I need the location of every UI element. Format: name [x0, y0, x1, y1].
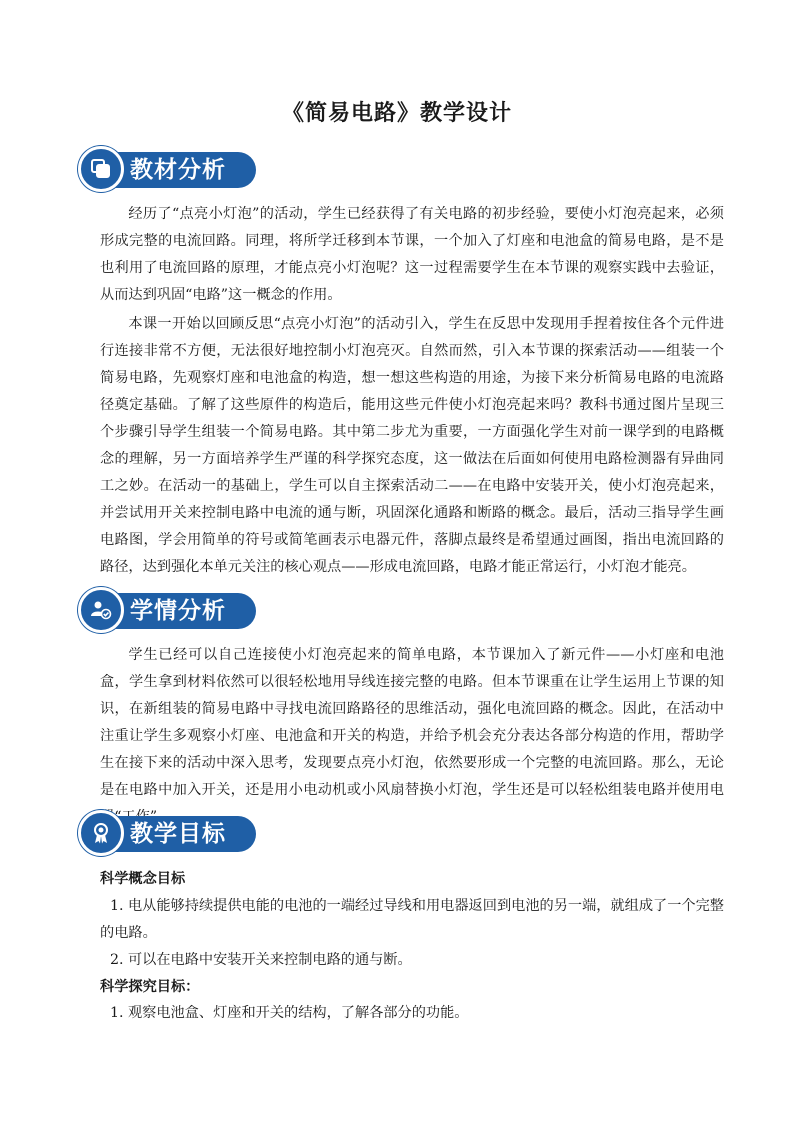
section-heading: 教学目标 [130, 821, 226, 847]
inquiry-goals-title: 科学探究目标： [100, 979, 200, 995]
users-check-icon [78, 587, 124, 633]
section-header-teaching-goals [78, 810, 258, 856]
section-heading: 教材分析 [130, 157, 226, 183]
copy-pages-icon [78, 146, 124, 192]
award-ribbon-icon [78, 810, 124, 856]
list-item: 1. 观察电池盒、灯座和开关的结构，了解各部分的功能。 [109, 1005, 469, 1021]
section-header-student-analysis [78, 587, 258, 633]
paragraph: 经历了“点亮小灯泡”的活动，学生已经获得了有关电路的初步经验，要使小灯泡亮起来，必须形成完整的电流回路。同理，将所学迁移到本节课，一个加入了灯座和电池盒的简易电路，是不是也利用了电流回路的原理，才能点亮小灯泡呢？这一过程需要学生在本节课的观察实践中去验证，从而达到巩固“电路”这一概念的作用。 [100, 206, 724, 303]
concept-goals-title: 科学概念目标 [100, 871, 186, 887]
paragraph: 学生已经可以自己连接使小灯泡亮起来的简单电路，本节课加入了新元件——小灯座和电池盒，学生拿到材料依然可以很轻松地用导线连接完整的电路。但本节课重在让学生运用上节课的知识，在新组装的简易电路中寻找电流回路路径的思维活动，强化电流回路的概念。因此，在活动中注重让学生多观察小灯座、电池盒和开关的构造，并给予机会充分表达各部分构造的作用，帮助学生在接下来的活动中深入思考，发现要点亮小灯泡，依然要形成一个完整的电流回路。那么，无论是在电路中加入开关，还是用小电动机或小风扇替换小灯泡，学生还是可以轻松组装电路并使用电 [100, 647, 724, 798]
paragraph: 本课一开始以回顾反思“点亮小灯泡”的活动引入，学生在反思中发现用手捏着按住各个元件进行连接非常不方便，无法很好地控制小灯泡亮灭。自然而然，引入本节课的探索活动——组装一个简易电路，先观察灯座和电池盒的构造，想一想这些构造的用途，为接下来分析简易电路的电流路径奠定基础。了解了这些原件的构造后，能用这些元件使小灯泡亮起来吗？教科书通过图片呈现三个步骤引导学生组装一个简易电路。其中第二步尤为重要，一方面强化学生对前一课学到的电路概念的理解，另一方面培养学生严谨的科学探究态度，这一做法在后面如何使用电路检测器有异曲同工之妙。在活动一的基础上，学生可以自主探索活动二——在电路中安装开关，使小灯泡亮起来，并尝试用开关来控制电路中电流的通与断，巩固深化通路和断路的概念。最后，活动三指导学生画电路图，学会用简单的符号或简笔画表示电器元件，落脚点最终是希望通过画图，指出电流回路的路径，达到强化本单元关注的核心观点——形成电流回路，电路才能正常运行，小灯泡才能亮。 [100, 316, 724, 575]
list-item: 2. 可以在电路中安装开关来控制电路的通与断。 [109, 952, 412, 968]
section-header-textbook-analysis [78, 146, 258, 192]
section-heading: 学情分析 [130, 598, 226, 624]
list-item: 1. 电从能够持续提供电能的电池的一端经过导线和用电器返回到电池的另一端，就组成了一个完整的电路。 [100, 898, 724, 941]
page-title: 《简易电路》教学设计 [281, 100, 512, 126]
